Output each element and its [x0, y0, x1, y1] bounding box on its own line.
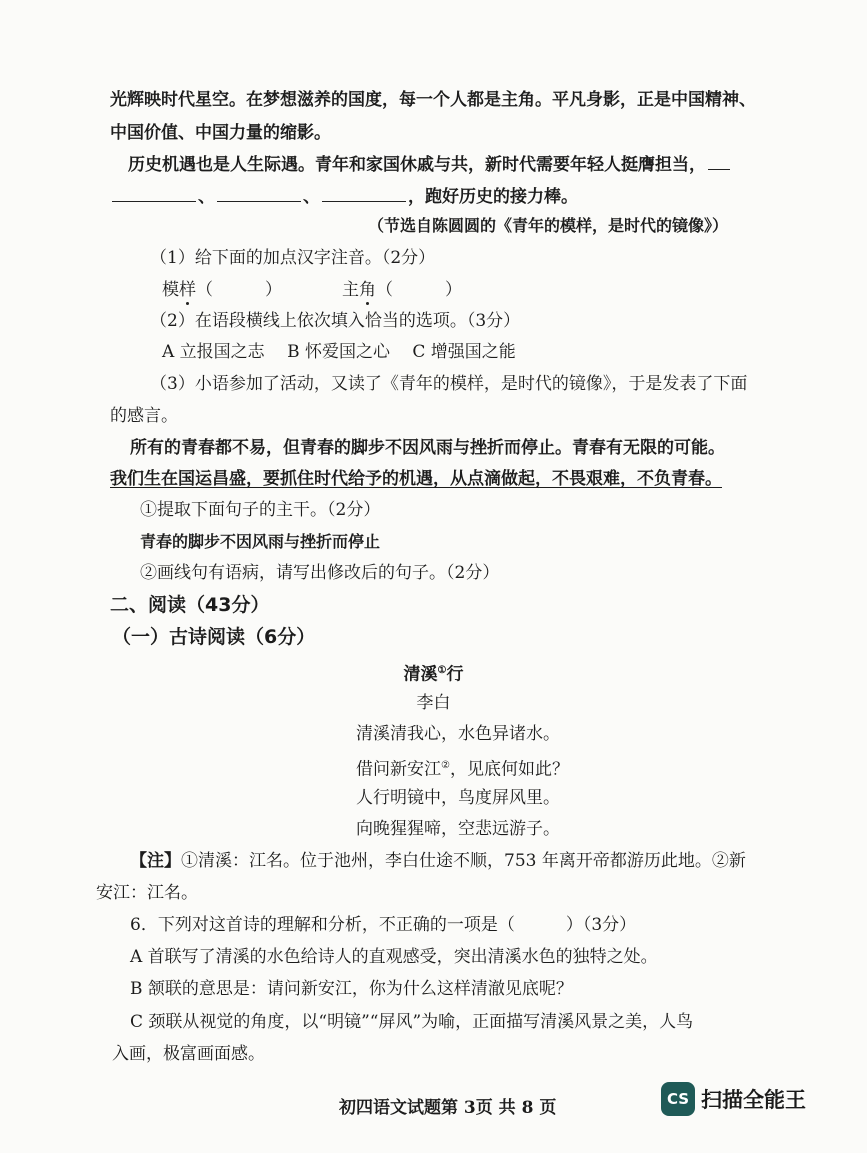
- word-2: 主角: [342, 280, 376, 300]
- question-3-prompt: 的感言。: [110, 406, 178, 426]
- word-1: 模样: [162, 280, 196, 300]
- question-3-sub2: ②画线句有语病，请写出修改后的句子。（2分）: [140, 563, 500, 583]
- passage-text: ，跑好历史的接力棒。: [408, 187, 578, 207]
- question-1-words: 模样（ ） 主角（ ）: [162, 280, 462, 300]
- question-3-sub1: ①提取下面句子的主干。（2分）: [140, 500, 381, 520]
- option-c: 入画，极富画面感。: [112, 1044, 265, 1064]
- page-footer: 初四语文试题第 3页 共 8 页: [339, 1098, 557, 1118]
- logo-text: 扫描全能王: [701, 1088, 806, 1112]
- passage-source: （节选自陈圆圆的《青年的模样，是时代的镜像》）: [368, 216, 729, 235]
- question-3-sentence: 青春的脚步不因风雨与挫折而停止: [140, 532, 381, 551]
- option-a: A 首联写了清溪的水色给诗人的直观感受，突出清溪水色的独特之处。: [130, 947, 658, 967]
- poem-note: 安江：江名。: [96, 883, 198, 903]
- question-1-prompt: （1）给下面的加点汉字注音。（2分）: [150, 248, 436, 268]
- quote-line-underlined: 我们生在国运昌盛，要抓住时代给予的机遇，从点滴做起，不畏艰难，不负青春。: [110, 469, 722, 489]
- passage-line: 中国价值、中国力量的缩影。: [110, 123, 331, 143]
- question-6-stem: 6．下列对这首诗的理解和分析，不正确的一项是（ ）（3分）: [130, 915, 637, 935]
- quote-line: 所有的青春都不易，但青春的脚步不因风雨与挫折而停止。青春有无限的可能。: [130, 438, 725, 458]
- separator: 、: [303, 187, 320, 207]
- option-c: C 颈联从视觉的角度，以“明镜”“屏风”为喻，正面描写清溪风景之美，人鸟: [130, 1012, 694, 1032]
- camscanner-logo: [661, 1081, 806, 1117]
- passage-text: 历史机遇也是人生际遇。青年和家国休戚与共，新时代需要年轻人挺膺担当，: [128, 155, 706, 175]
- passage-blanks-line: [110, 186, 578, 208]
- question-2-options: A 立报国之志 B 怀爱国之心 C 增强国之能: [162, 342, 516, 362]
- cs-icon: CS: [661, 1082, 695, 1116]
- separator: 、: [198, 187, 215, 207]
- question-3-prompt: （3）小语参加了活动，又读了《青年的模样，是时代的镜像》，于是发表了下面: [150, 374, 748, 394]
- poem-line: 借问新安江②，见底何如此？: [356, 759, 569, 780]
- note-marker: ②: [441, 760, 450, 771]
- passage-line: 光辉映时代星空。在梦想滋养的国度，每一个人都是主角。平凡身影，正是中国精神、: [110, 90, 756, 110]
- poem-author: 李白: [416, 693, 451, 713]
- answer-blank: [708, 155, 730, 170]
- poem-title: 清溪①行: [403, 664, 464, 685]
- note-marker: ①: [437, 665, 447, 676]
- answer-blank: [217, 187, 301, 202]
- section-title: 二、阅读（43分）: [110, 594, 270, 616]
- poem-note: 【注】①清溪：江名。位于池州，李白仕途不顺，753 年离开帝都游历此地。②新: [130, 851, 746, 871]
- poem-line: 人行明镜中，鸟度屏风里。: [356, 788, 560, 808]
- section-subtitle: （一）古诗阅读（6分）: [112, 626, 316, 648]
- passage-line: [128, 154, 732, 176]
- poem-line: 清溪清我心，水色异诸水。: [356, 724, 560, 744]
- option-b: B 颔联的意思是：请问新安江，你为什么这样清澈见底呢？: [130, 979, 573, 999]
- answer-blank: [322, 187, 406, 202]
- answer-blank: [112, 187, 196, 202]
- question-2-prompt: （2）在语段横线上依次填入恰当的选项。（3分）: [150, 311, 521, 331]
- poem-line: 向晚猩猩啼，空悲远游子。: [356, 819, 560, 839]
- note-label: 【注】: [130, 851, 181, 871]
